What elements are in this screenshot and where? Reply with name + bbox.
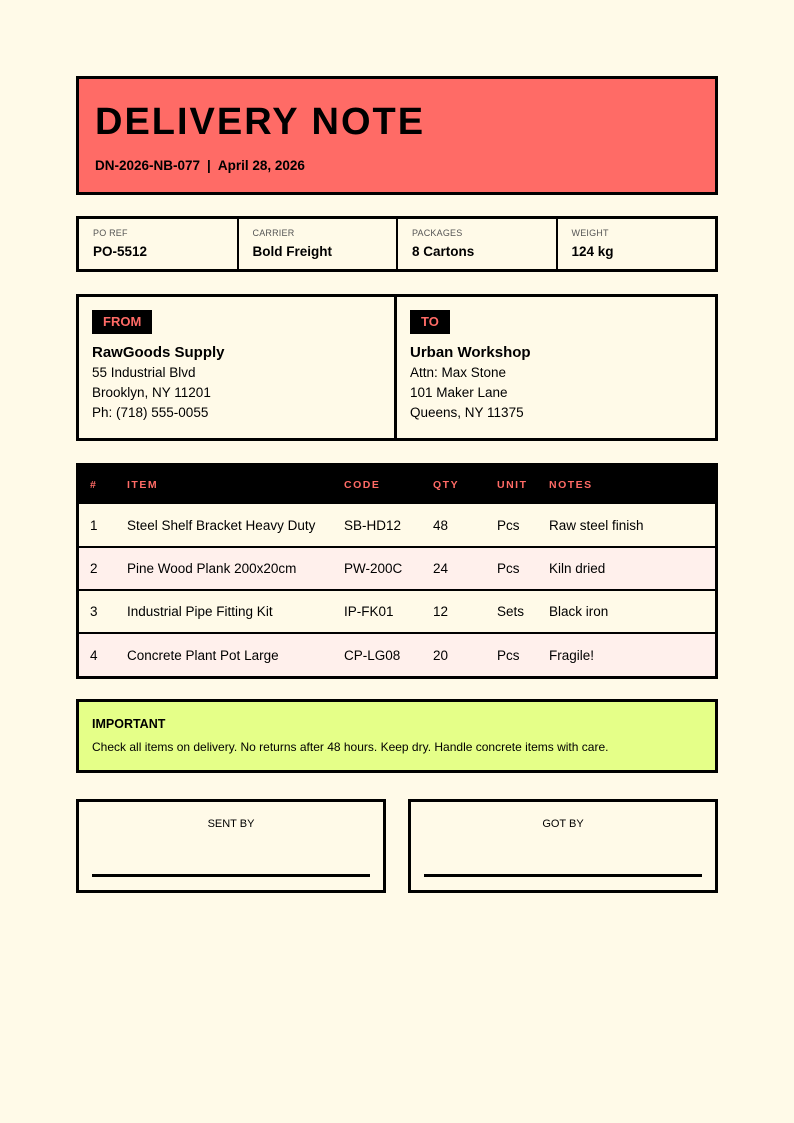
column-header-code: CODE — [344, 479, 381, 491]
document-header — [76, 76, 718, 195]
cell-notes: Kiln dried — [549, 561, 606, 576]
got-by-signature-box — [408, 799, 718, 893]
meta-value: 8 Cartons — [412, 244, 475, 259]
to-tag: TO — [410, 310, 450, 334]
important-notice — [76, 699, 718, 773]
cell-qty: 20 — [433, 647, 449, 663]
cell-unit: Pcs — [497, 647, 520, 663]
from-party — [79, 297, 397, 438]
meta-value: 124 kg — [571, 244, 614, 259]
column-header-qty: QTY — [433, 479, 460, 491]
table-header-row — [79, 466, 715, 504]
important-heading: IMPORTANT — [92, 717, 166, 731]
from-address-line: 55 Industrial Blvd — [92, 365, 196, 380]
table-row — [79, 633, 715, 676]
column-header-number: # — [90, 479, 98, 491]
column-header-notes: NOTES — [549, 479, 593, 491]
from-tag: FROM — [92, 310, 152, 334]
sent-by-label: SENT BY — [207, 818, 255, 830]
subtitle-separator: | — [207, 158, 211, 173]
from-phone: Ph: (718) 555-0055 — [92, 405, 209, 420]
column-header-item: ITEM — [127, 479, 159, 491]
got-by-signature-line — [424, 874, 702, 877]
meta-label: PACKAGES — [412, 228, 463, 238]
cell-code: PW-200C — [344, 561, 403, 576]
meta-label: CARRIER — [252, 228, 295, 238]
got-by-label: GOT BY — [542, 818, 584, 830]
cell-item: Concrete Plant Pot Large — [127, 647, 279, 663]
to-name: Urban Workshop — [410, 344, 531, 361]
meta-weight — [558, 219, 716, 269]
cell-number: 1 — [90, 517, 98, 533]
cell-number: 4 — [90, 647, 98, 663]
cell-notes: Fragile! — [549, 647, 595, 663]
document-subtitle — [95, 158, 305, 173]
cell-code: CP-LG08 — [344, 647, 401, 663]
meta-label: PO REF — [93, 228, 128, 238]
cell-unit: Sets — [497, 604, 525, 619]
cell-number: 2 — [90, 561, 98, 576]
cell-qty: 48 — [433, 517, 449, 533]
cell-number: 3 — [90, 604, 98, 619]
meta-packages — [398, 219, 558, 269]
cell-notes: Black iron — [549, 604, 609, 619]
table-row — [79, 504, 715, 547]
cell-item: Pine Wood Plank 200x20cm — [127, 561, 297, 576]
important-text: Check all items on delivery. No returns after 48 hours. Keep dry. Handle concrete items with care. — [92, 740, 609, 754]
sent-by-signature-line — [92, 874, 370, 877]
cell-item: Industrial Pipe Fitting Kit — [127, 604, 273, 619]
delivery-date: April 28, 2026 — [217, 158, 305, 173]
from-address-line: Brooklyn, NY 11201 — [92, 385, 211, 400]
meta-value: PO-5512 — [93, 244, 148, 259]
cell-qty: 12 — [433, 604, 449, 619]
parties-section — [76, 294, 718, 441]
cell-notes: Raw steel finish — [549, 517, 644, 533]
items-table — [76, 463, 718, 679]
meta-value: Bold Freight — [252, 244, 332, 259]
cell-unit: Pcs — [497, 561, 520, 576]
to-address-line: Queens, NY 11375 — [410, 405, 524, 420]
cell-unit: Pcs — [497, 517, 520, 533]
shipment-meta — [76, 216, 718, 272]
document-title: DELIVERY NOTE — [95, 101, 426, 143]
to-address-line: 101 Maker Lane — [410, 385, 508, 400]
to-party — [397, 297, 715, 438]
cell-code: SB-HD12 — [344, 517, 402, 533]
meta-label: WEIGHT — [571, 228, 609, 238]
meta-po-ref — [79, 219, 239, 269]
column-header-unit: UNIT — [497, 479, 528, 491]
from-name: RawGoods Supply — [92, 344, 225, 361]
table-row — [79, 547, 715, 590]
to-attention: Attn: Max Stone — [410, 365, 507, 380]
delivery-number: DN-2026-NB-077 — [95, 158, 201, 173]
cell-code: IP-FK01 — [344, 604, 394, 619]
sent-by-signature-box — [76, 799, 386, 893]
table-row — [79, 590, 715, 633]
meta-carrier — [239, 219, 399, 269]
cell-qty: 24 — [433, 561, 449, 576]
cell-item: Steel Shelf Bracket Heavy Duty — [127, 517, 316, 533]
